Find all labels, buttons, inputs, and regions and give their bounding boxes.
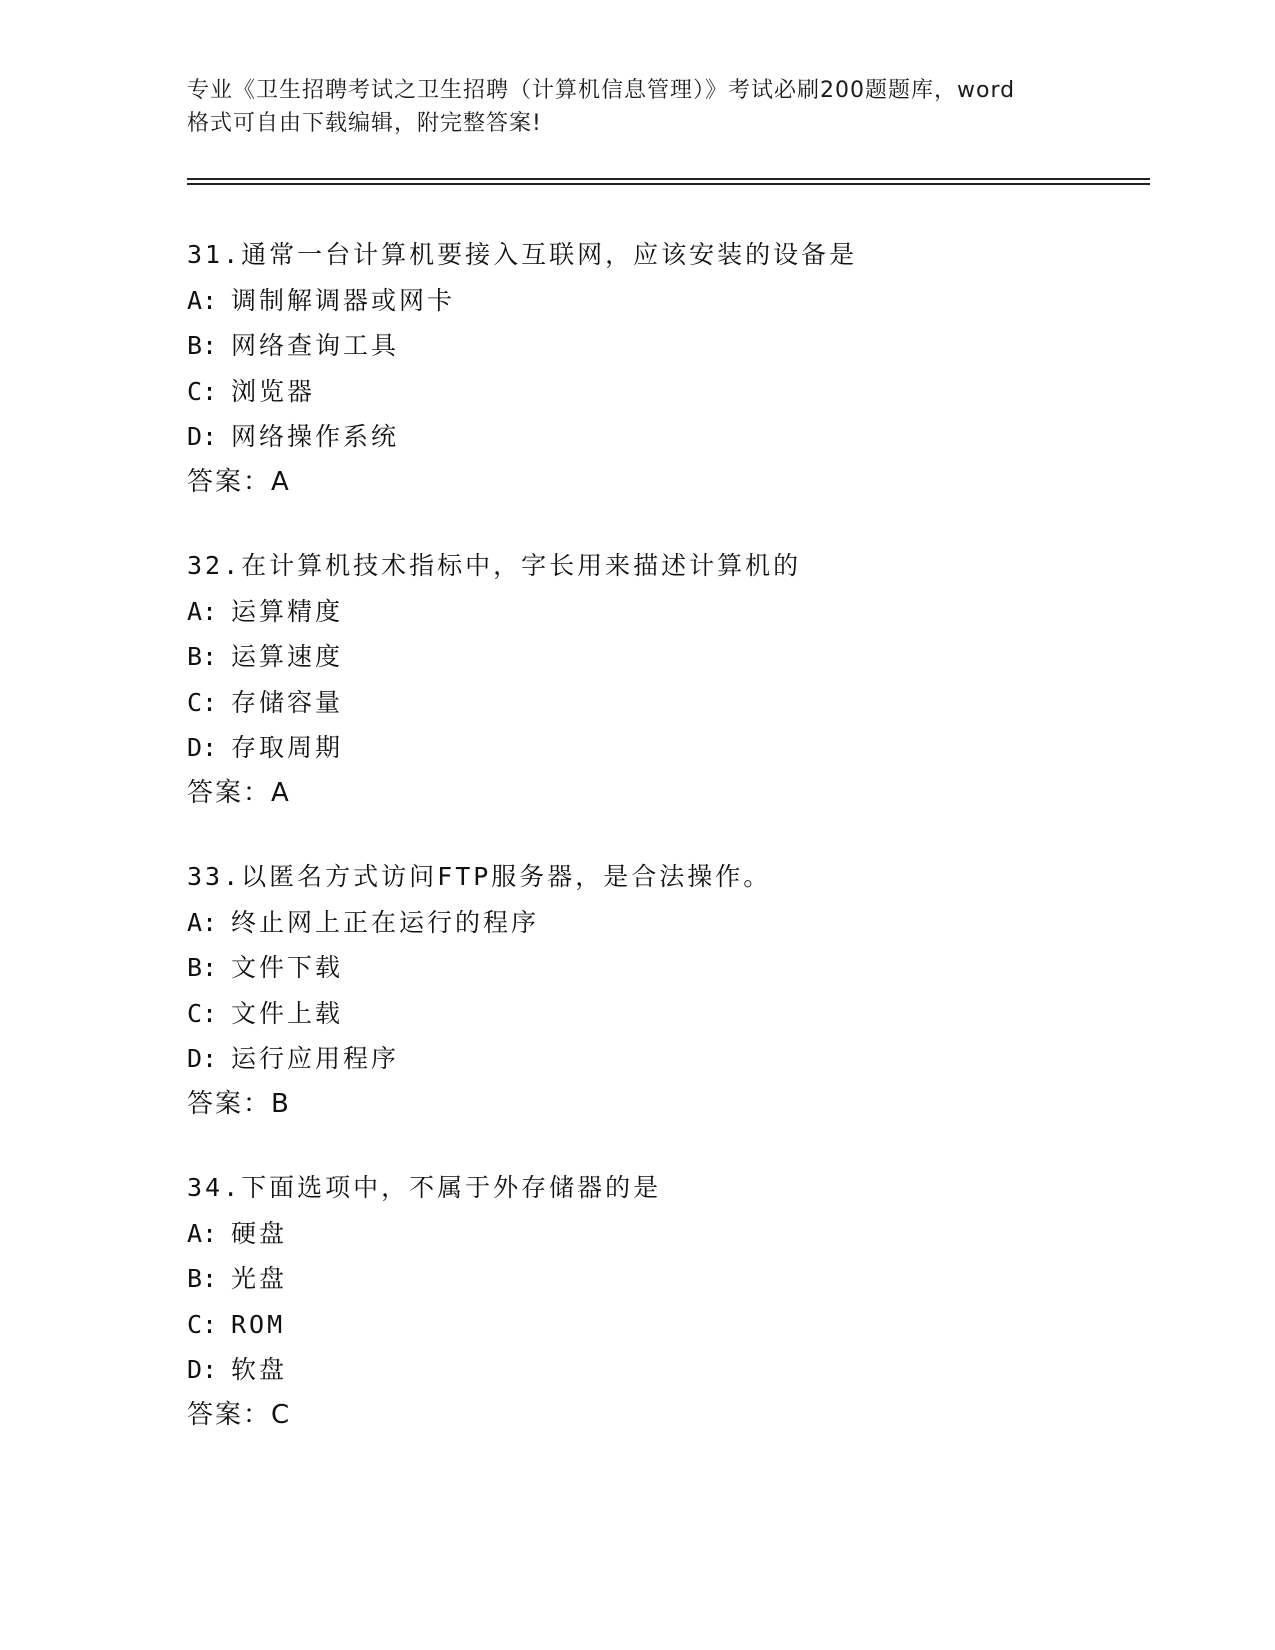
option-text: 网络操作系统 — [231, 422, 400, 451]
option-text: 运算精度 — [231, 596, 344, 626]
question-stem: 34.下面选项中，不属于外存储器的是 — [187, 1173, 662, 1202]
answer-label: 答案：C — [187, 1399, 292, 1430]
option-letter: A: — [187, 907, 218, 937]
option-a — [187, 278, 1147, 324]
answer-label: 答案：A — [187, 777, 291, 808]
option-letter: A: — [187, 285, 218, 315]
option-text: 硬盘 — [231, 1218, 288, 1248]
answer-label: 答案：B — [187, 1088, 291, 1119]
option-a — [187, 900, 1147, 946]
question-stem: 32.在计算机技术指标中，字长用来描述计算机的 — [187, 551, 802, 580]
document-header — [187, 74, 1107, 140]
option-letter: B: — [187, 331, 218, 360]
option-d — [187, 1036, 1147, 1082]
option-b — [187, 1256, 1147, 1302]
option-text: 存取周期 — [231, 733, 344, 762]
option-letter: B: — [187, 1264, 218, 1293]
question-block — [187, 1165, 1147, 1438]
option-c — [187, 991, 1147, 1037]
option-text: 文件下载 — [231, 953, 344, 982]
option-c — [187, 1302, 1147, 1348]
question-stem: 31.通常一台计算机要接入互联网，应该安装的设备是 — [187, 240, 858, 269]
option-d — [187, 1347, 1147, 1393]
question-block — [187, 543, 1147, 816]
option-d — [187, 725, 1147, 771]
question-block — [187, 232, 1147, 505]
option-a — [187, 589, 1147, 635]
option-c — [187, 369, 1147, 415]
question-list — [187, 232, 1147, 1476]
option-letter: A: — [187, 1218, 218, 1248]
header-divider-bottom — [187, 183, 1150, 185]
option-text: 运行应用程序 — [231, 1044, 400, 1073]
option-text: 终止网上正在运行的程序 — [231, 907, 540, 937]
option-letter: D: — [187, 1044, 218, 1073]
option-text: 浏览器 — [231, 376, 316, 406]
header-line-2: 格式可自由下载编辑，附完整答案! — [187, 111, 542, 136]
option-letter: D: — [187, 1355, 218, 1384]
option-letter: D: — [187, 733, 218, 762]
question-stem: 33.以匿名方式访问FTP服务器，是合法操作。 — [187, 862, 772, 891]
option-b — [187, 634, 1147, 680]
option-b — [187, 945, 1147, 991]
option-letter: C: — [187, 998, 218, 1028]
answer-label: 答案：A — [187, 466, 291, 497]
question-block — [187, 854, 1147, 1127]
option-letter: C: — [187, 1309, 218, 1339]
option-text: 网络查询工具 — [231, 331, 400, 360]
option-text: 运算速度 — [231, 642, 344, 671]
option-letter: C: — [187, 687, 218, 717]
header-line-1: 专业《卫生招聘考试之卫生招聘（计算机信息管理）》考试必刷200题题库，word — [187, 78, 1016, 103]
option-d — [187, 414, 1147, 460]
option-letter: D: — [187, 422, 218, 451]
option-c — [187, 680, 1147, 726]
option-letter: B: — [187, 642, 218, 671]
option-letter: B: — [187, 953, 218, 982]
option-letter: A: — [187, 596, 218, 626]
option-text: ROM — [231, 1309, 286, 1339]
option-a — [187, 1211, 1147, 1257]
header-divider-top — [187, 178, 1150, 180]
option-b — [187, 323, 1147, 369]
option-text: 光盘 — [231, 1264, 288, 1293]
option-text: 软盘 — [231, 1355, 288, 1384]
option-text: 文件上载 — [231, 998, 344, 1028]
option-letter: C: — [187, 376, 218, 406]
option-text: 调制解调器或网卡 — [231, 285, 456, 315]
option-text: 存储容量 — [231, 687, 344, 717]
